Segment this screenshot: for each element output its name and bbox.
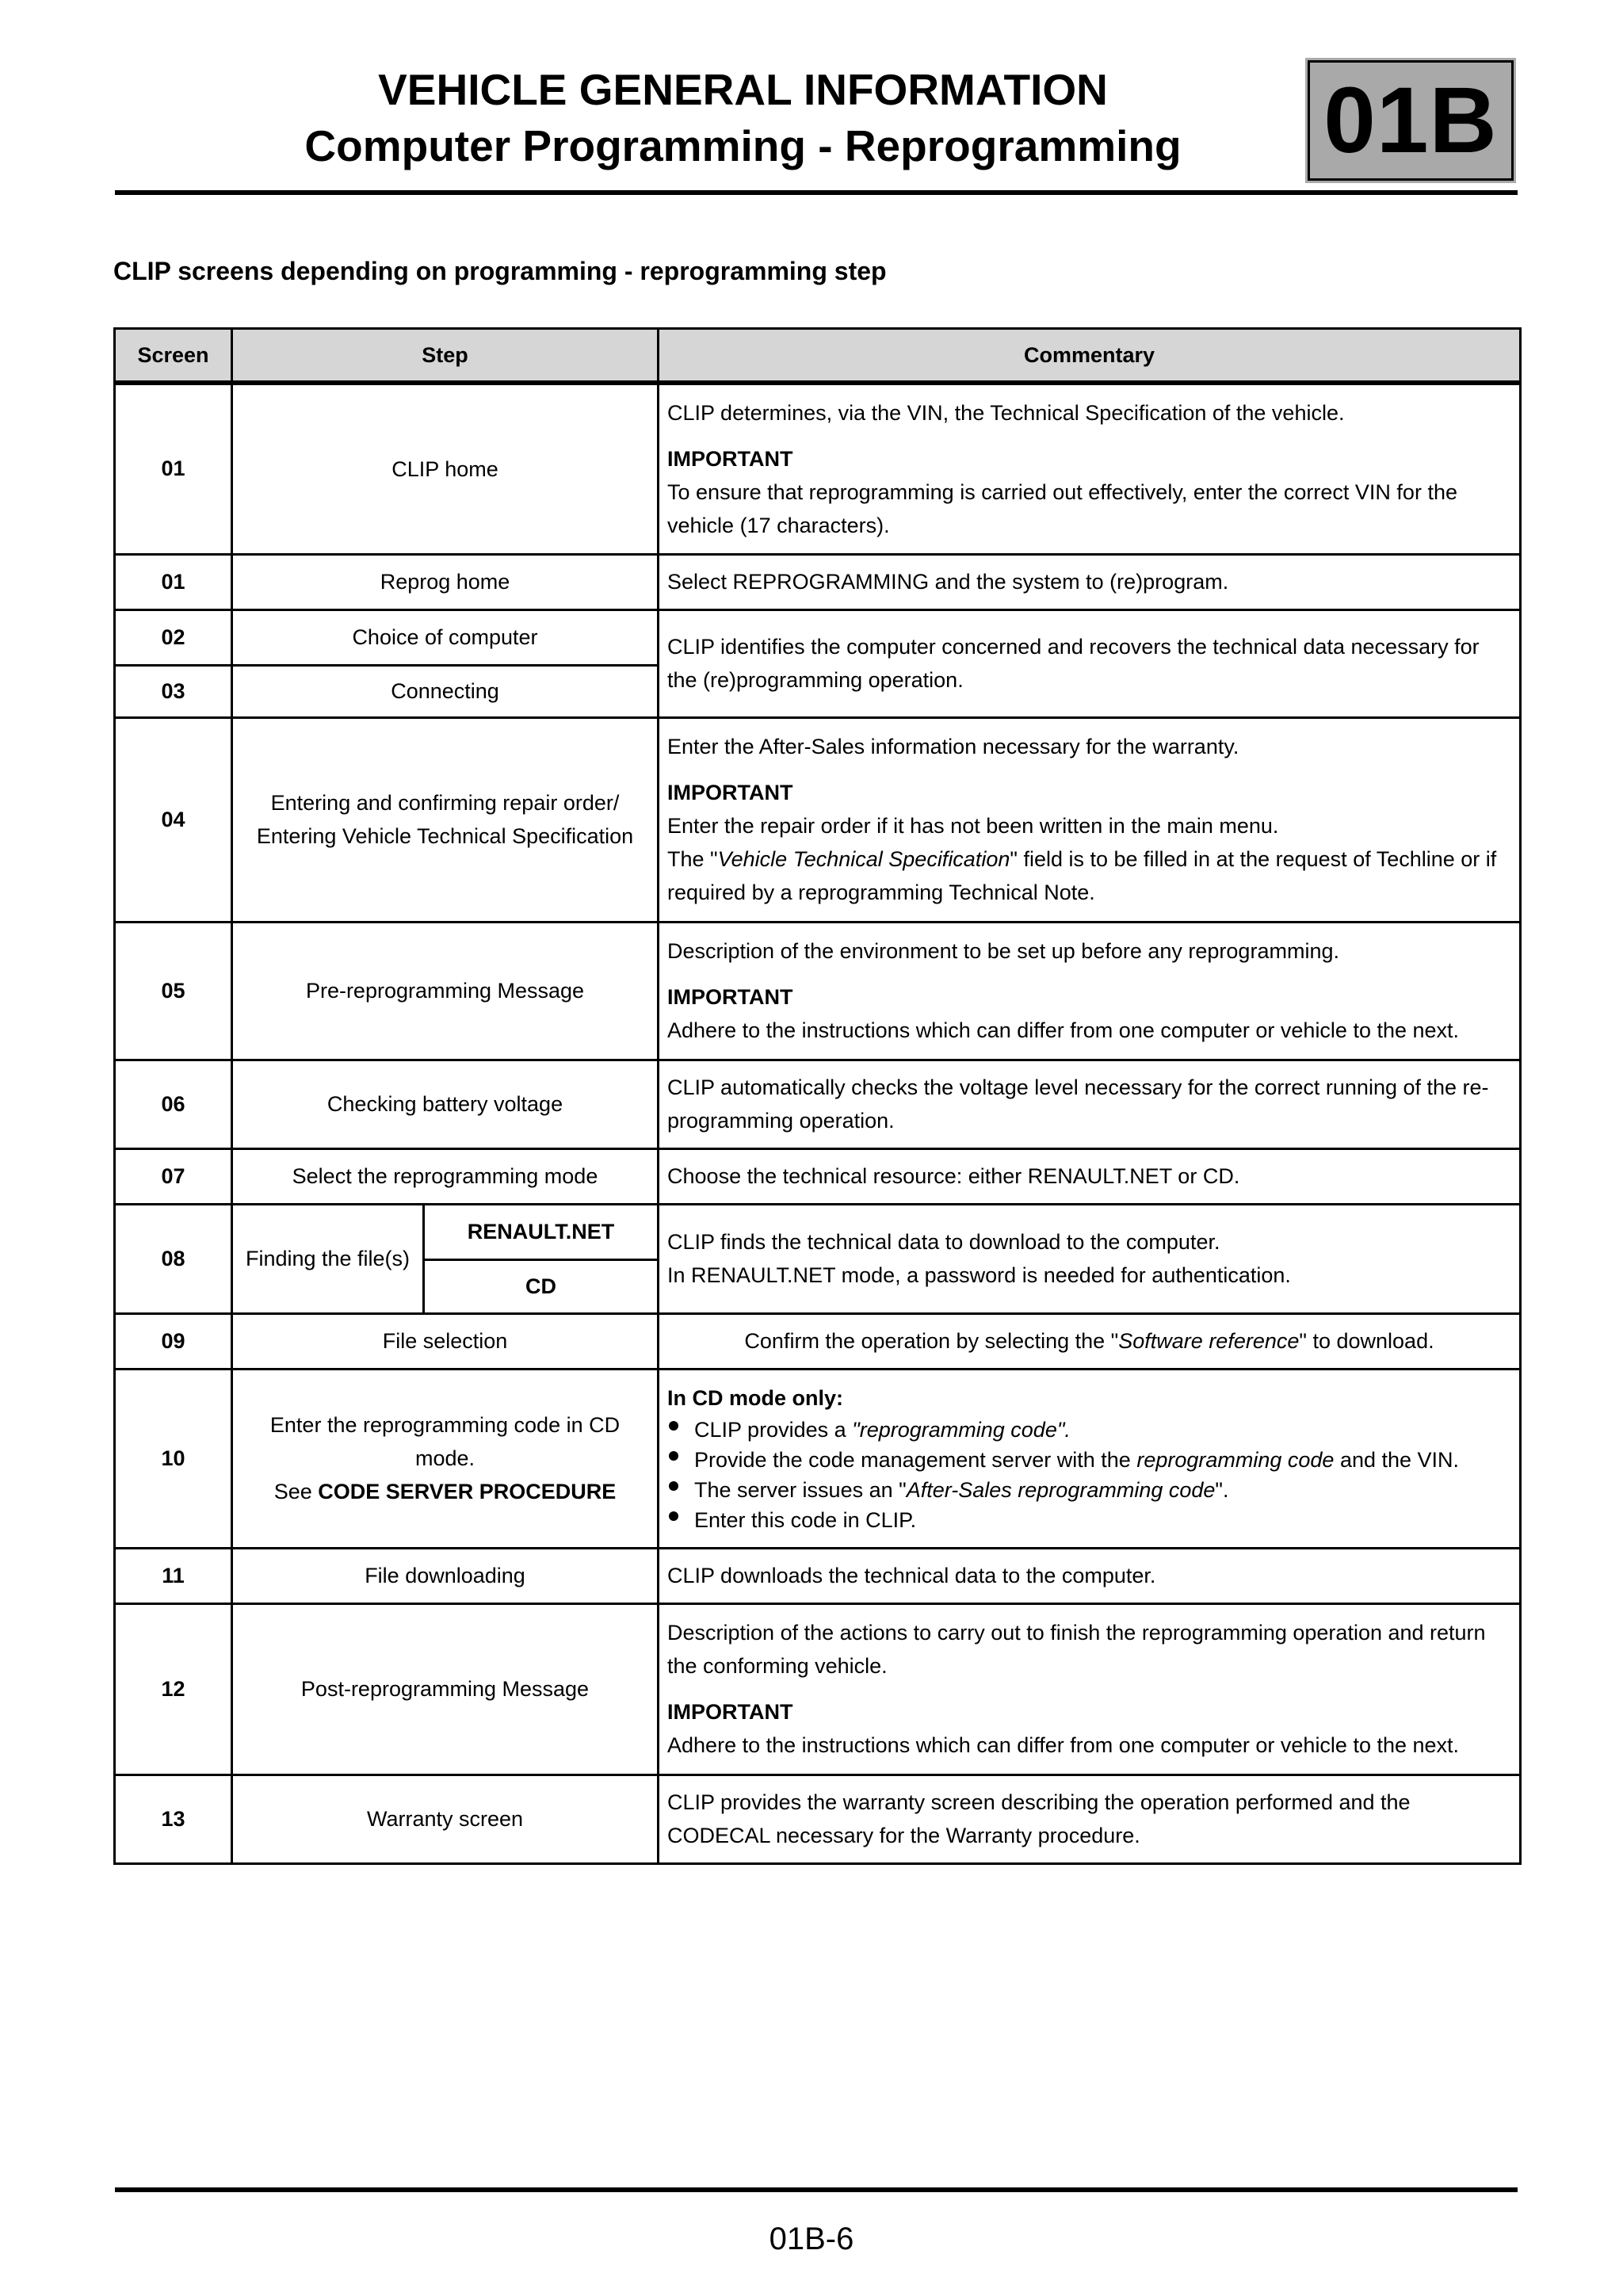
page-header (115, 55, 1518, 197)
important-label: IMPORTANT (667, 985, 793, 1009)
header-step: Step (232, 329, 659, 384)
commentary-text: The "Vehicle Technical Specification" field is to be filled in at the request of Techline or if required by a reprogramming Technical Note. (667, 847, 1497, 904)
header-rule (115, 190, 1518, 195)
commentary: Select REPROGRAMMING and the system to (re)program. (659, 554, 1521, 609)
table-row (115, 1204, 1521, 1259)
commentary-text: To ensure that reprogramming is carried out effectively, enter the correct VIN for the vehicle (17 characters). (667, 479, 1457, 537)
commentary: CLIP identifies the computer concerned and recovers the technical data necessary for the (re)programming operation. (659, 609, 1521, 717)
cd-mode-heading: In CD mode only: (667, 1386, 844, 1410)
step-label: Finding the file(s) (232, 1204, 424, 1313)
step-label: File downloading (232, 1548, 659, 1603)
screen-number: 10 (115, 1369, 232, 1548)
screen-number: 07 (115, 1148, 232, 1204)
table-row (115, 1603, 1521, 1775)
table-header-row (115, 329, 1521, 384)
step-label: Entering and confirming repair order/ Entering Vehicle Technical Specification (232, 717, 659, 922)
important-label: IMPORTANT (667, 1700, 793, 1724)
commentary: Choose the technical resource: either RENAULT.NET or CD. (659, 1148, 1521, 1204)
screen-number: 01 (115, 554, 232, 609)
commentary: Confirm the operation by selecting the "Software reference" to download. (659, 1313, 1521, 1369)
list-item: The server issues an "After-Sales reprogramming code". (667, 1475, 1511, 1505)
page-title: VEHICLE GENERAL INFORMATION (378, 65, 1108, 114)
screen-number: 09 (115, 1313, 232, 1369)
commentary-text: Adhere to the instructions which can differ from one computer or vehicle to the next. (667, 1733, 1460, 1757)
commentary (659, 1603, 1521, 1775)
table-row (115, 1775, 1521, 1863)
commentary-text: CLIP finds the technical data to download to the computer. (667, 1230, 1220, 1254)
page-subtitle: Computer Programming - Reprogramming (304, 121, 1182, 170)
commentary-text: Description of the environment to be set up before any reprogramming. (667, 939, 1339, 963)
header-screen: Screen (115, 329, 232, 384)
table-row (115, 554, 1521, 609)
screen-number: 11 (115, 1548, 232, 1603)
step-label: Post-reprogramming Message (232, 1603, 659, 1775)
important-label: IMPORTANT (667, 446, 793, 471)
screen-number: 05 (115, 922, 232, 1060)
step-label: CLIP home (232, 383, 659, 554)
table-row (115, 383, 1521, 554)
step-label: Choice of computer (232, 609, 659, 665)
mode-renault-net: RENAULT.NET (424, 1204, 659, 1259)
commentary-text: Adhere to the instructions which can differ from one computer or vehicle to the next. (667, 1018, 1460, 1042)
screen-number: 03 (115, 665, 232, 717)
table-row (115, 717, 1521, 922)
section-code-badge: 01B (1308, 60, 1514, 181)
commentary: CLIP provides the warranty screen describing the operation performed and the CODECAL necessary for the Warranty procedure. (659, 1775, 1521, 1863)
commentary: CLIP automatically checks the voltage level necessary for the correct running of the re-programming operation. (659, 1060, 1521, 1148)
page-number: 01B-6 (769, 2222, 854, 2256)
table-row (115, 1313, 1521, 1369)
screen-number: 06 (115, 1060, 232, 1148)
step-label: Reprog home (232, 554, 659, 609)
commentary (659, 1369, 1521, 1548)
commentary: CLIP downloads the technical data to the computer. (659, 1548, 1521, 1603)
step-label: Pre-reprogramming Message (232, 922, 659, 1060)
commentary (659, 1204, 1521, 1313)
commentary (659, 922, 1521, 1060)
table-row (115, 1148, 1521, 1204)
list-item: Provide the code management server with the reprogramming code and the VIN. (667, 1445, 1511, 1475)
clip-screens-table (113, 327, 1522, 1865)
step-label: Select the reprogramming mode (232, 1148, 659, 1204)
list-item: CLIP provides a "reprogramming code". (667, 1415, 1511, 1445)
commentary-text: CLIP determines, via the VIN, the Technical Specification of the vehicle. (667, 400, 1345, 425)
screen-number: 02 (115, 609, 232, 665)
table-row (115, 609, 1521, 665)
commentary-text: Enter the repair order if it has not been written in the main menu. (667, 814, 1279, 838)
commentary (659, 383, 1521, 554)
step-label: Connecting (232, 665, 659, 717)
commentary-text: Enter the After-Sales information necessary for the warranty. (667, 735, 1239, 758)
screen-number: 13 (115, 1775, 232, 1863)
table-row (115, 922, 1521, 1060)
mode-cd: CD (424, 1259, 659, 1313)
list-item: Enter this code in CLIP. (667, 1505, 1511, 1535)
code-server-procedure-ref: CODE SERVER PROCEDURE (318, 1480, 617, 1503)
title-block (115, 55, 1371, 174)
table-row (115, 1548, 1521, 1603)
section-title: CLIP screens depending on programming - reprogramming step (113, 257, 887, 285)
step-label: Checking battery voltage (232, 1060, 659, 1148)
screen-number: 04 (115, 717, 232, 922)
step-label: File selection (232, 1313, 659, 1369)
table-row (115, 1060, 1521, 1148)
screen-number: 01 (115, 383, 232, 554)
commentary-text: In RENAULT.NET mode, a password is needed for authentication. (667, 1263, 1291, 1287)
footer-rule (115, 2187, 1518, 2192)
table-row (115, 1369, 1521, 1548)
screen-number: 12 (115, 1603, 232, 1775)
commentary-text: Description of the actions to carry out to finish the reprogramming operation and return the conforming vehicle. (667, 1621, 1486, 1678)
header-commentary: Commentary (659, 329, 1521, 384)
important-label: IMPORTANT (667, 781, 793, 804)
screen-number: 08 (115, 1204, 232, 1313)
commentary (659, 717, 1521, 922)
cd-mode-steps (667, 1415, 1511, 1535)
step-label: Enter the reprogramming code in CD mode. See CODE SERVER PROCEDURE (232, 1369, 659, 1548)
step-label: Warranty screen (232, 1775, 659, 1863)
